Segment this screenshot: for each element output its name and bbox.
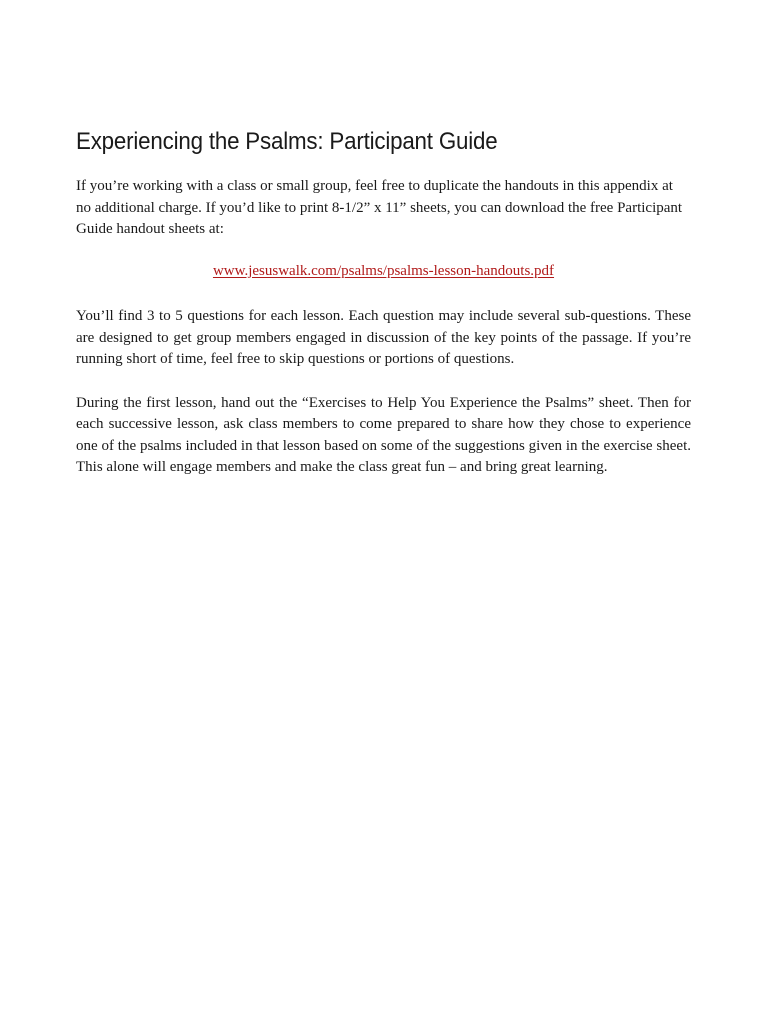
- questions-paragraph: You’ll find 3 to 5 questions for each lesson. Each question may include several sub-questions. These are designed to get group members engaged in discussion of the key points of the passage. If you’re running short of time, feel free to skip questions or portions of questions.: [76, 308, 691, 367]
- lesson-paragraph: During the first lesson, hand out the “Exercises to Help You Experience the Psalms” sheet. Then for each successive lesson, ask class members to come prepared to share how they chose to experience one of the psalms included in that lesson based on some of the suggestions given in the exercise sheet. This alone will engage members and make the class great fun – and bring great learning.: [76, 394, 691, 475]
- document-content: [76, 126, 691, 479]
- handout-link-line: [76, 261, 691, 283]
- handout-link[interactable]: www.jesuswalk.com/psalms/psalms-lesson-handouts.pdf: [212, 262, 555, 279]
- intro-paragraph: If you’re working with a class or small group, feel free to duplicate the handouts in this appendix at no additional charge. If you’d like to print 8-1/2” x 11” sheets, you can download the free Participant Guide handout sheets at:: [76, 178, 683, 237]
- page-title: Experiencing the Psalms: Participant Guide: [76, 128, 498, 155]
